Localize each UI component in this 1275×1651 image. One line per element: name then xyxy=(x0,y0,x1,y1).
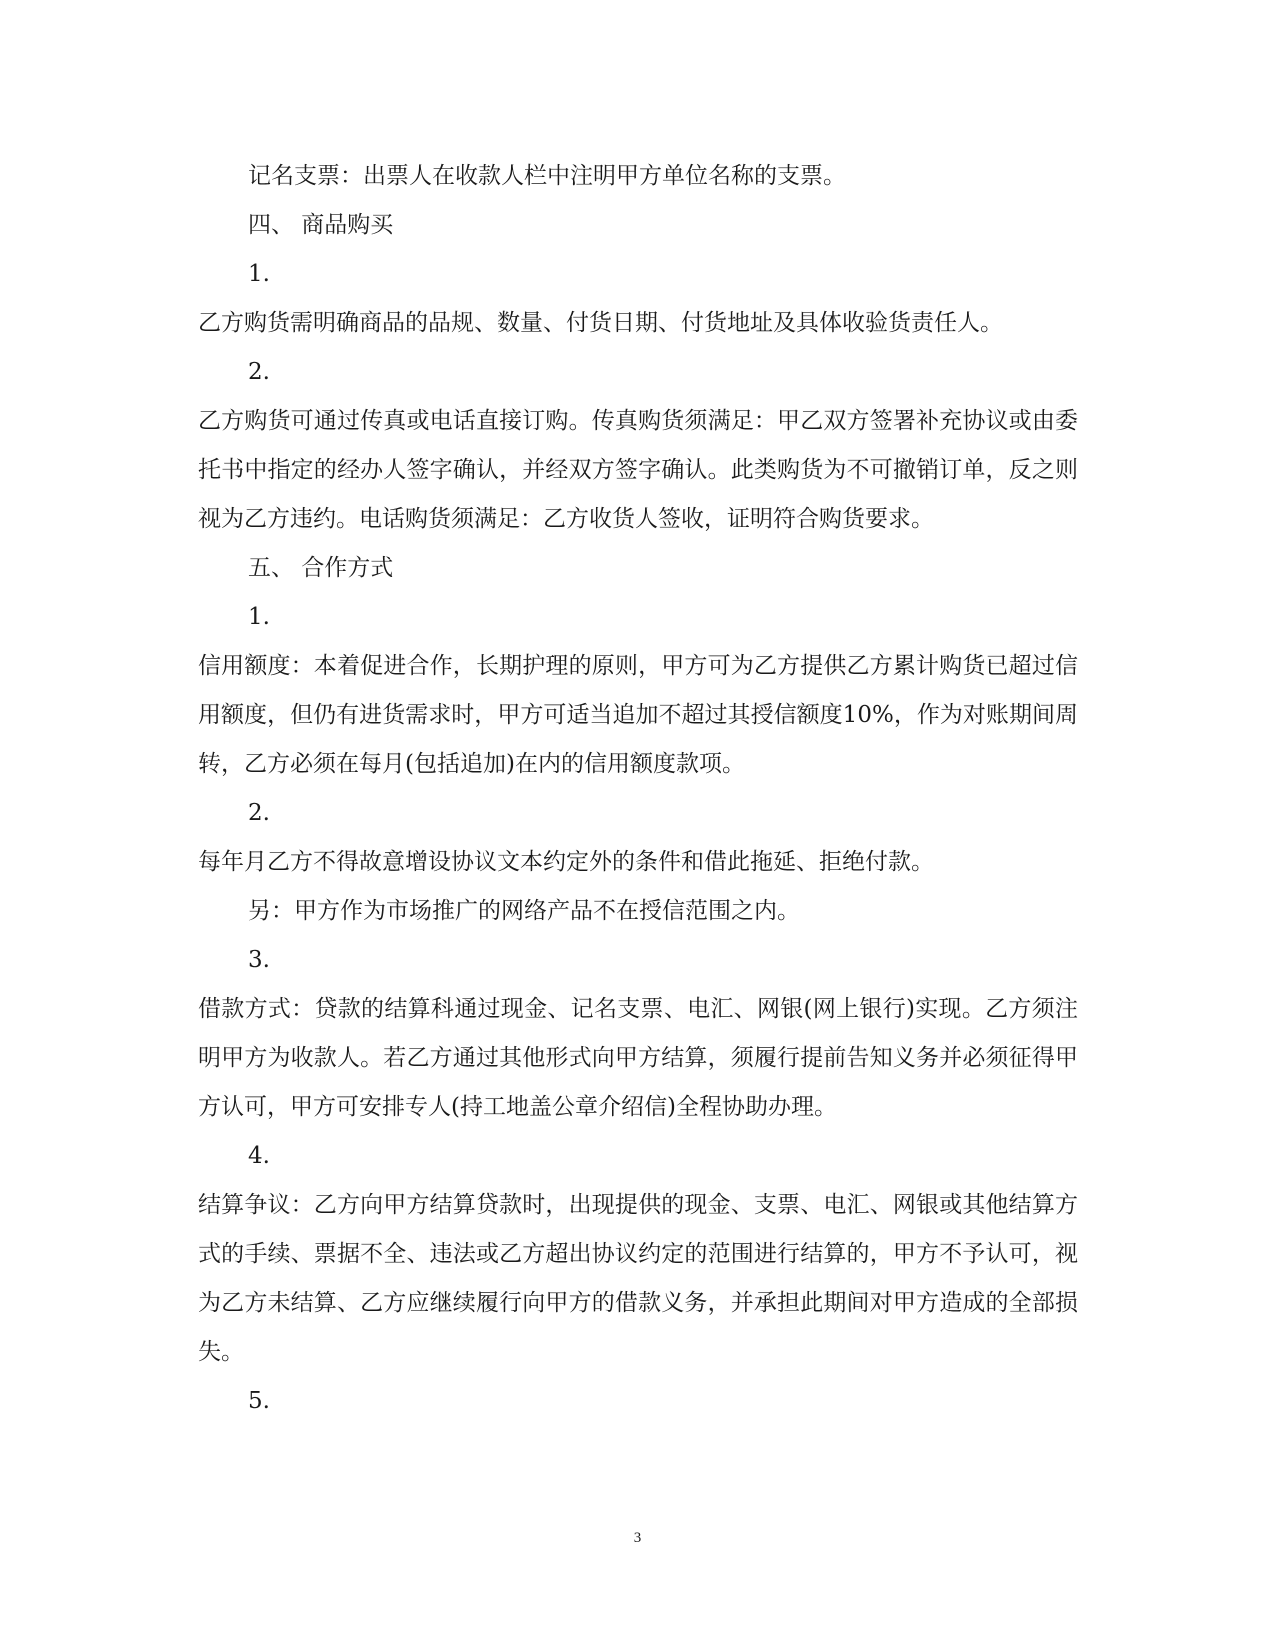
paragraph: 结算争议：乙方向甲方结算贷款时，出现提供的现金、支票、电汇、网银或其他结算方式的手续、票据不全、违法或乙方超出协议约定的范围进行结算的，甲方不予认可，视为乙方未结算、乙方应继续履行向甲方的借款义务，并承担此期间对甲方造成的全部损失。 xyxy=(198,1192,1078,1365)
page-number: 3 xyxy=(633,1530,642,1546)
paragraph: 每年月乙方不得故意增设协议文本约定外的条件和借此拖延、拒绝付款。 xyxy=(198,849,934,875)
paragraph: 乙方购货需明确商品的品规、数量、付货日期、付货地址及具体收验货责任人。 xyxy=(198,310,1003,336)
paragraph: 信用额度：本着促进合作，长期护理的原则，甲方可为乙方提供乙方累计购货已超过信用额度，但仍有进货需求时，甲方可适当追加不超过其授信额度10%，作为对账期间周转，乙方必须在每月(包括追加)在内的信用额度款项。 xyxy=(198,653,1078,777)
paragraph: 记名支票：出票人在收款人栏中注明甲方单位名称的支票。 xyxy=(248,163,846,189)
section-heading: 五、 合作方式 xyxy=(248,555,394,581)
paragraph: 另：甲方作为市场推广的网络产品不在授信范围之内。 xyxy=(248,898,800,924)
document-body xyxy=(198,152,1078,1426)
paragraph: 借款方式：贷款的结算科通过现金、记名支票、电汇、网银(网上银行)实现。乙方须注明甲方为收款人。若乙方通过其他形式向甲方结算，须履行提前告知义务并必须征得甲方认可，甲方可安排专人(持工地盖公章介绍信)全程协助办理。 xyxy=(198,996,1078,1120)
item-number: 1. xyxy=(248,261,270,287)
item-number: 2. xyxy=(248,800,270,826)
item-number: 5. xyxy=(248,1388,270,1414)
section-heading: 四、 商品购买 xyxy=(248,212,394,238)
item-number: 2. xyxy=(248,359,270,385)
item-number: 3. xyxy=(248,947,270,973)
paragraph: 乙方购货可通过传真或电话直接订购。传真购货须满足：甲乙双方签署补充协议或由委托书中指定的经办人签字确认，并经双方签字确认。此类购货为不可撤销订单，反之则视为乙方违约。电话购货须满足：乙方收货人签收，证明符合购货要求。 xyxy=(198,408,1078,532)
item-number: 1. xyxy=(248,604,270,630)
item-number: 4. xyxy=(248,1143,270,1169)
